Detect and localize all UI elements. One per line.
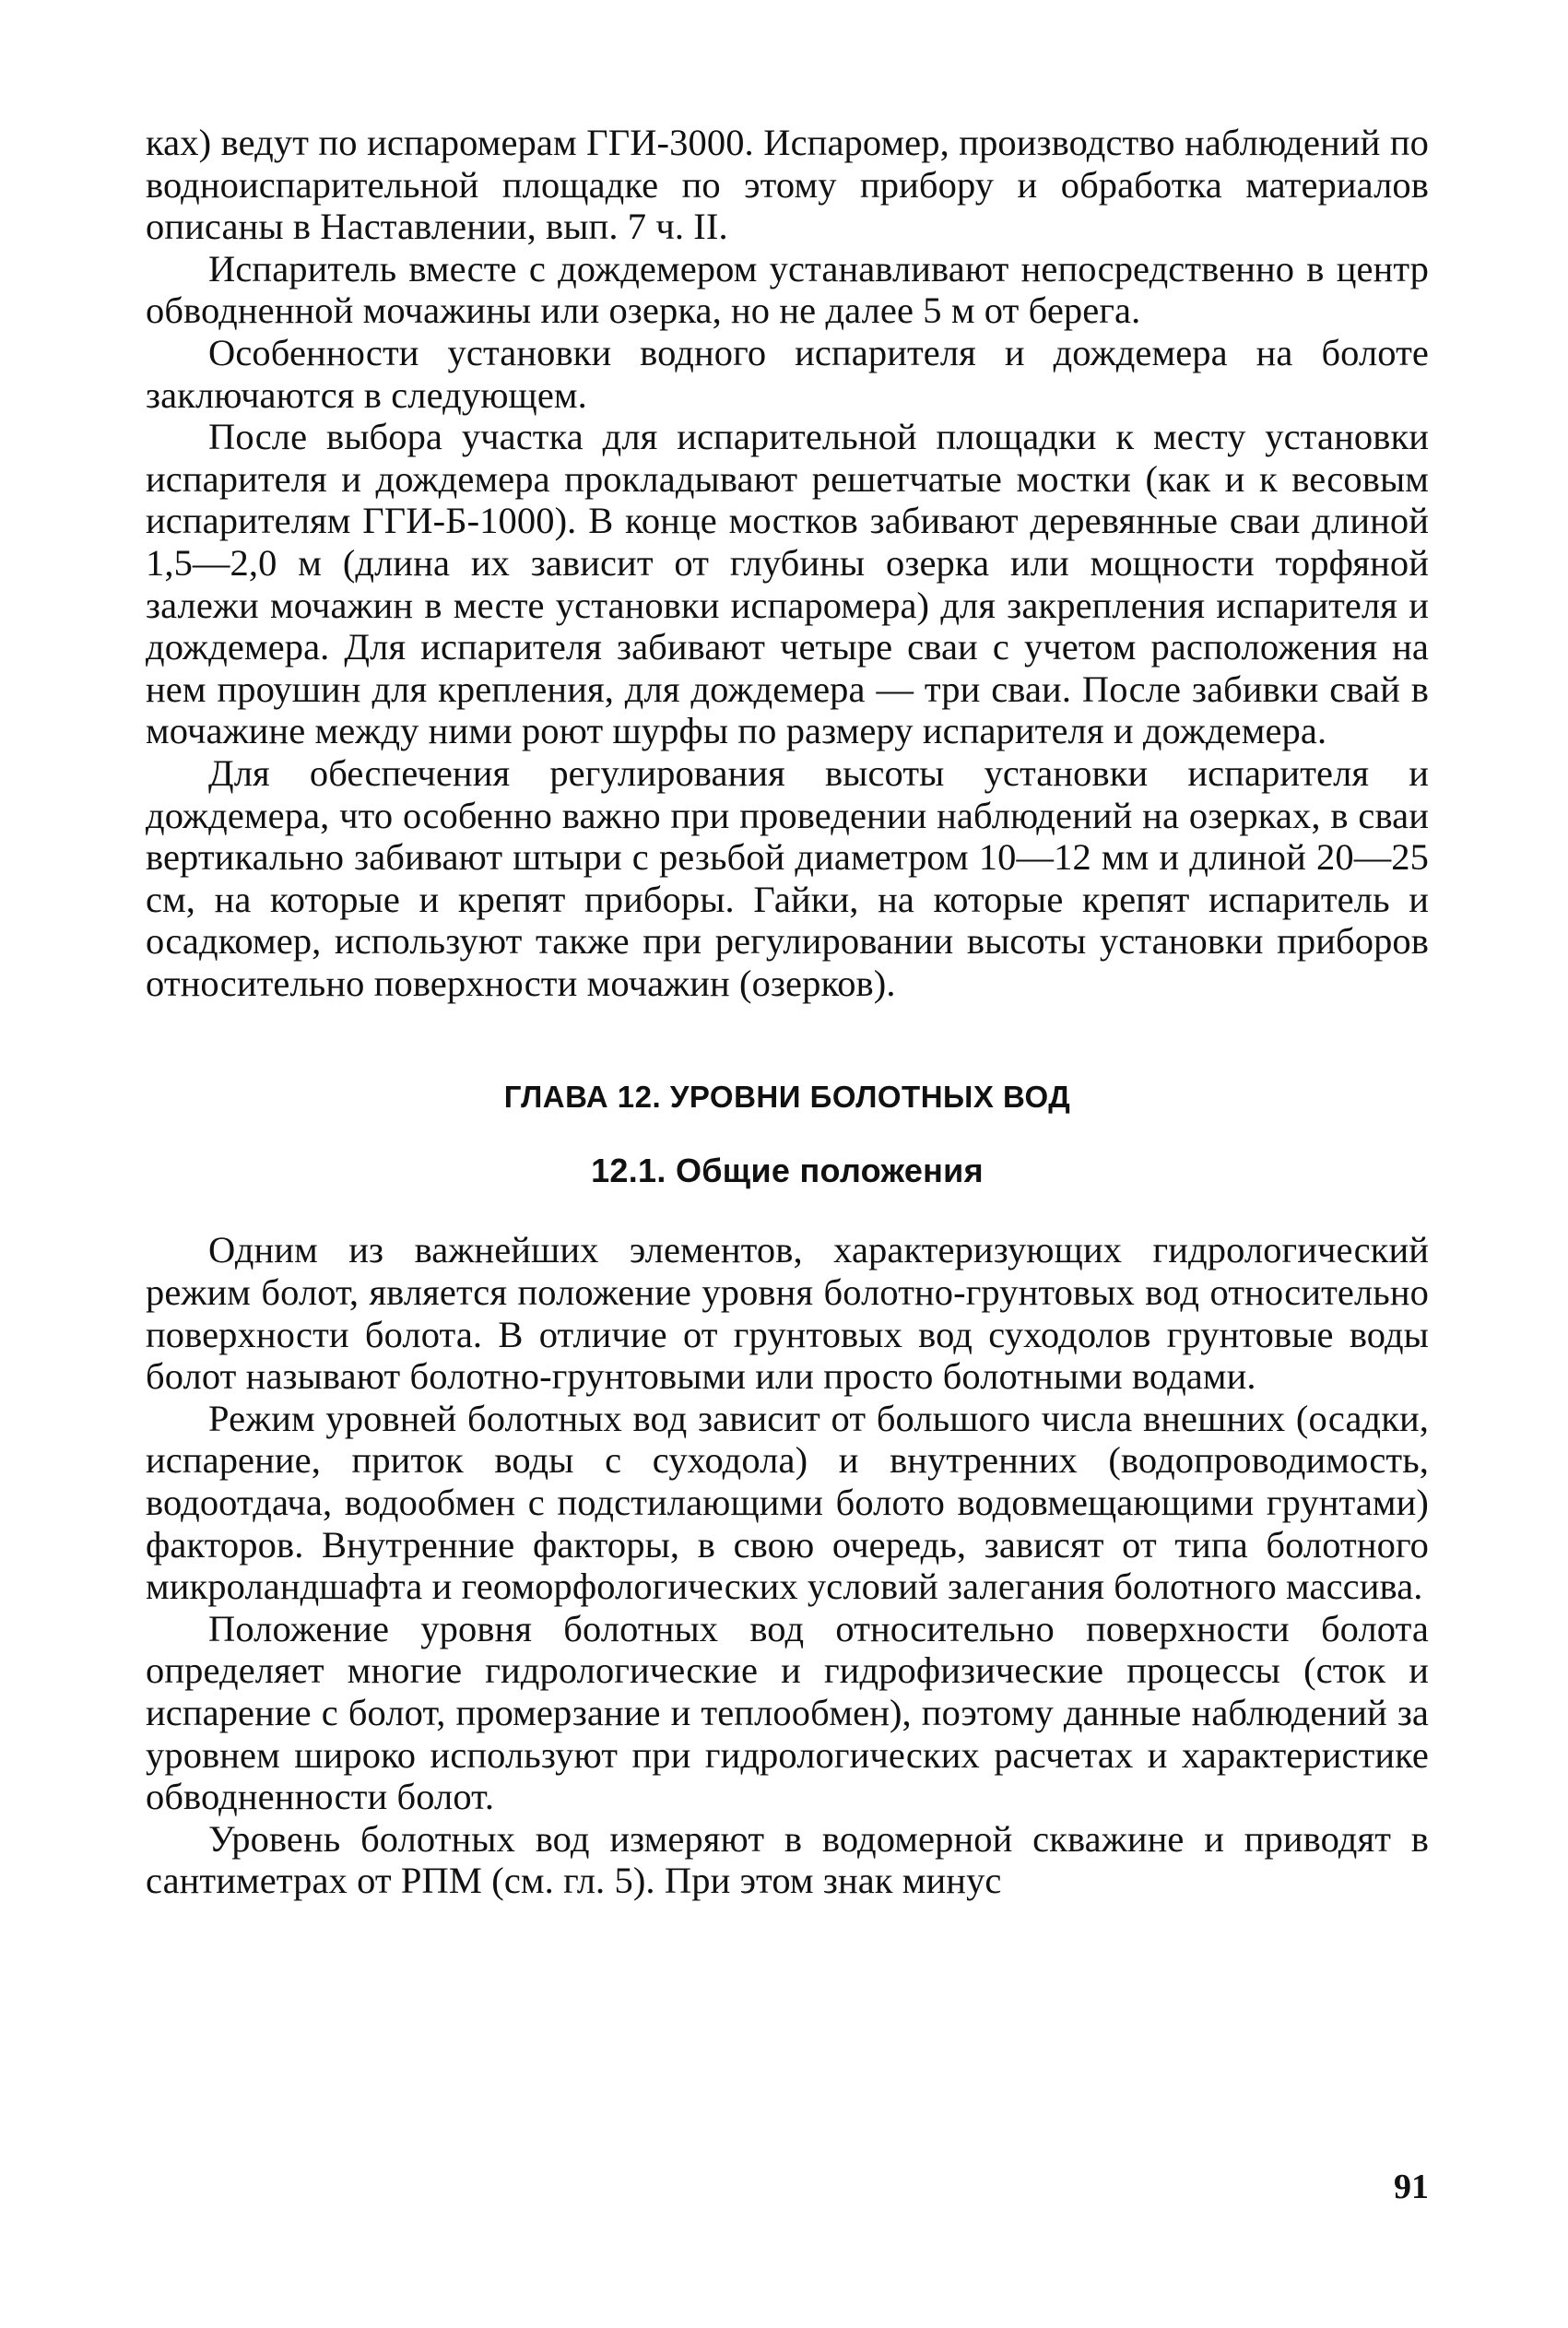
paragraph: Уровень болотных вод измеряют в водомерной скважине и приводят в сантиметрах от РПМ (см. гл. 5). При этом знак минус [146, 1817, 1429, 1902]
paragraph: После выбора участка для испарительной площадки к месту установки испарителя и дождемера прокладывают решетчатые мостки (как и к весовым испарителям ГГИ-Б-1000). В конце мостков забивают деревянные сваи длиной 1,5—2,0 м (длина их зависит от глубины озерка или мощности торфяной залежи мочажин в месте установки испаромера) для закрепления испарителя и дождемера. Для испарителя забивают четыре сваи с учетом расположения на нем проушин для крепления, для дождемера — три сваи. После забивки свай в мочажине между ними роют шурфы по размеру испарителя и дождемера. [146, 416, 1429, 752]
paragraph: Испаритель вместе с дождемером устанавливают непосредственно в центр обводненной мочажины или озерка, но не далее 5 м от берега. [146, 247, 1429, 332]
paragraph: Одним из важнейших элементов, характеризующих гидрологический режим болот, является положение уровня болотно-грунтовых вод относительно поверхности болота. В отличие от грунтовых вод суходолов грунтовые воды болот называют болотно-грунтовыми или просто болотными водами. [146, 1229, 1429, 1398]
paragraph: Для обеспечения регулирования высоты установки испарителя и дождемера, что особенно важно при проведении наблюдений на озерках, в сваи вертикально забивают штыри с резьбой диаметром 10—12 мм и длиной 20—25 см, на которые и крепят приборы. Гайки, на которые крепят испаритель и осадкомер, используют также при регулировании высоты установки приборов относительно поверхности мочажин (озерков). [146, 751, 1429, 1004]
paragraph-continuation: ках) ведут по испаромерам ГГИ-3000. Испаромер, производство наблюдений по водноиспарительной площадке по этому прибору и обработка материалов описаны в Наставлении, вып. 7 ч. II. [146, 122, 1429, 248]
book-page [146, 122, 1429, 2270]
section-title: 12.1. Общие положения [591, 1152, 984, 1190]
paragraph: Режим уровней болотных вод зависит от большого числа внешних (осадки, испарение, приток воды с суходола) и внутренних (водопроводимость, водоотдача, водообмен с подстилающими болото водовмещающими грунтами) факторов. Внутренние факторы, в свою очередь, зависят от типа болотного микроландшафта и геоморфологических условий залегания болотного массива. [146, 1397, 1429, 1608]
chapter-title: ГЛАВА 12. УРОВНИ БОЛОТНЫХ ВОД [503, 1080, 1071, 1115]
paragraph: Положение уровня болотных вод относительно поверхности болота определяет многие гидрологические и гидрофизические процессы (сток и испарение с болот, промерзание и теплообмен), поэтому данные наблюдений за уровнем широко используют при гидрологических расчетах и характеристике обводненности болот. [146, 1607, 1429, 1818]
page-number: 91 [1394, 2168, 1429, 2206]
paragraph: Особенности установки водного испарителя и дождемера на болоте заключаются в следующем. [146, 331, 1429, 416]
